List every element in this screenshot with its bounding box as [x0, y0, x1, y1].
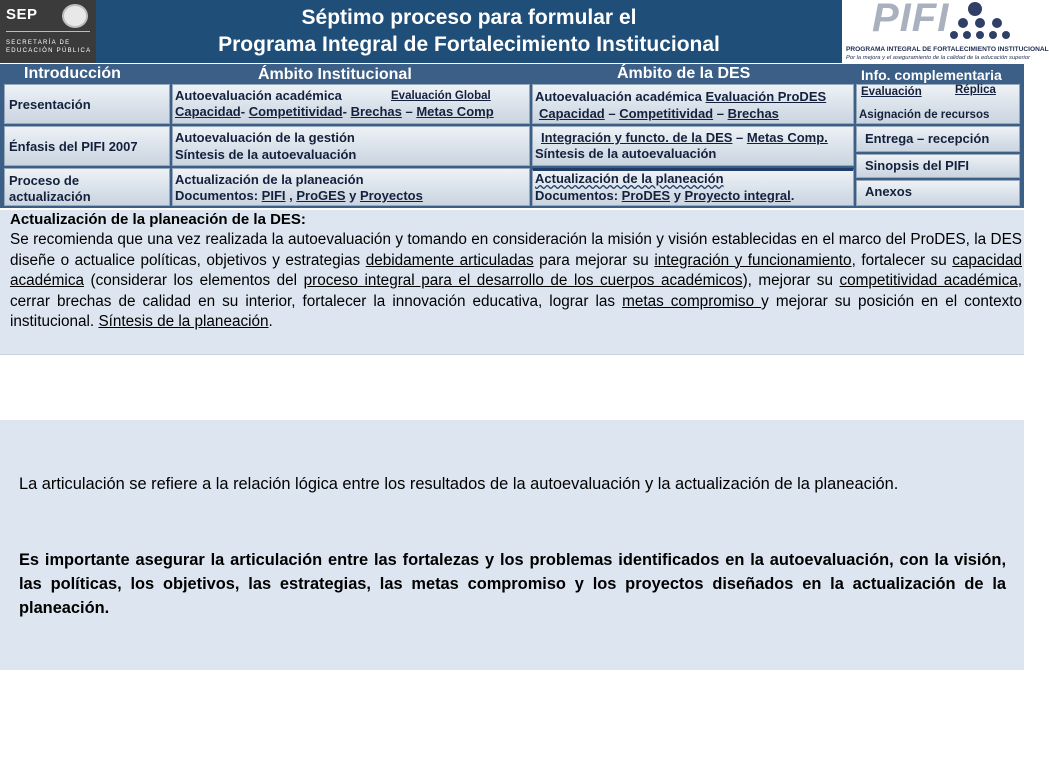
link-metas-compromiso[interactable]: Metas Comp	[416, 104, 494, 119]
nav-cell	[4, 84, 170, 124]
logo-dot-icon	[1002, 31, 1010, 39]
separator: y	[345, 188, 360, 203]
logo-dot-icon	[975, 18, 985, 28]
separator: –	[401, 104, 417, 119]
page-title-line1: Séptimo proceso para formular el	[301, 6, 637, 29]
pifi-logo	[844, 0, 1049, 63]
note-paragraph-emphasis: Es importante asegurar la articulación entre las fortalezas y los problemas identificados en la autoevaluación, con la visión, las políticas, los objetivos, las estrategias, las metas compromiso y los proyectos diseñados en la actualización de la planeación.	[19, 551, 1006, 617]
pifi-tagline: Por la mejora y el aseguramiento de la calidad de la educación superior	[846, 55, 1030, 61]
separator: ,	[285, 188, 297, 203]
des-capacidad-row	[539, 106, 779, 121]
link-brechas[interactable]: Brechas	[350, 104, 402, 119]
inst-documentos-row	[175, 188, 423, 203]
nav-cell	[856, 84, 1020, 124]
inst-capacidad-row	[175, 104, 494, 119]
link-capacidad[interactable]: Capacidad	[175, 104, 241, 119]
link-competitividad-academica[interactable]: competitividad académica	[839, 272, 1018, 290]
nav-cell[interactable]	[4, 168, 170, 206]
link-capacidad-academica[interactable]: capacidad académica	[10, 251, 1023, 290]
link-replica[interactable]: Réplica	[955, 84, 996, 96]
link-debidamente-articuladas[interactable]: debidamente articuladas	[365, 251, 534, 269]
nav-cell	[4, 126, 170, 166]
body-text: ), mejorar su	[742, 272, 840, 290]
link-anexos[interactable]: Anexos	[865, 184, 912, 199]
link-autoevaluacion-gestion[interactable]: Autoevaluación de la gestión	[175, 130, 355, 145]
nav-cell	[856, 180, 1020, 206]
link-actualizacion-planeacion-des[interactable]: Actualización de la planeación	[535, 171, 724, 186]
link-proceso-actualizacion[interactable]: actualización	[9, 189, 91, 204]
column-header-ambito-institucional: Ámbito Institucional	[258, 66, 412, 83]
navigation-grid	[0, 64, 1024, 208]
pifi-caption: PROGRAMA INTEGRAL DE FORTALECIMIENTO INSTITUCIONAL	[846, 46, 1049, 53]
nav-cell-selected	[532, 168, 854, 206]
link-evaluacion-prodes[interactable]: Evaluación ProDES	[705, 89, 827, 104]
nav-cell	[856, 126, 1020, 152]
sep-subtitle: EDUCACIÓN PÚBLICA	[6, 48, 92, 54]
logo-dot-icon	[958, 18, 968, 28]
link-evaluacion-global[interactable]: Evaluación Global	[391, 90, 491, 102]
label-autoevaluacion-academica: Autoevaluación académica	[175, 88, 342, 103]
logo-dot-icon	[968, 2, 982, 16]
nav-cell	[532, 84, 854, 124]
link-integracion-funcionamiento[interactable]: Integración y functo. de la DES	[541, 130, 733, 145]
link-proges[interactable]: ProGES	[296, 188, 346, 203]
detail-text	[10, 230, 1022, 333]
link-competitividad-des[interactable]: Competitividad	[619, 106, 714, 121]
column-header-info: Info. complementaria	[861, 67, 1002, 83]
documentos-label: Documentos:	[535, 188, 622, 203]
link-integracion-funcionamiento[interactable]: integración y funcionamiento	[654, 251, 852, 269]
link-proyectos[interactable]: Proyectos	[359, 188, 423, 203]
link-capacidad-des[interactable]: Capacidad	[539, 106, 605, 121]
body-text: para mejorar su	[533, 251, 655, 269]
link-metas-comp-des[interactable]: Metas Comp.	[746, 130, 828, 145]
link-pifi[interactable]: PIFI	[261, 188, 286, 203]
separator: -	[240, 104, 249, 119]
link-proceso-integral[interactable]: proceso integral para el desarrollo de los cuerpos académicos	[303, 272, 743, 290]
link-enfasis-pifi[interactable]: Énfasis del PIFI 2007	[9, 139, 138, 154]
link-asignacion-recursos[interactable]: Asignación de recursos	[859, 109, 990, 121]
divider	[6, 31, 90, 32]
detail-panel	[0, 210, 1024, 355]
separator: –	[604, 106, 620, 121]
logo-dot-icon	[976, 31, 984, 39]
sep-logo	[0, 0, 96, 63]
link-prodes[interactable]: ProDES	[621, 188, 671, 203]
link-sintesis-autoevaluacion[interactable]: Síntesis de la autoevaluación	[175, 147, 357, 162]
link-metas-compromiso[interactable]: metas compromiso	[622, 292, 762, 310]
link-competitividad[interactable]: Competitividad	[248, 104, 343, 119]
body-text: , fortalecer su	[851, 251, 953, 269]
pifi-logo-text: PIFI	[872, 0, 950, 40]
body-text: (considerar los elementos del	[83, 272, 304, 290]
des-documentos-row	[535, 188, 794, 203]
nav-cell	[532, 126, 854, 166]
separator: y	[670, 188, 685, 203]
column-header-intro: Introducción	[24, 65, 121, 82]
page-title-line2: Programa Integral de Fortalecimiento Institucional	[218, 33, 720, 56]
link-actualizacion-planeacion[interactable]: Actualización de la planeación	[175, 172, 364, 187]
nav-cell	[856, 154, 1020, 178]
body-text: , cerrar brechas de calidad en su interior, fortalecer la innovación educativa, lograr las	[10, 272, 1022, 310]
sep-subtitle: SECRETARÍA DE	[6, 40, 71, 46]
note-panel	[0, 420, 1024, 670]
link-entrega-recepcion[interactable]: Entrega – recepción	[865, 131, 990, 146]
title-bar	[96, 0, 842, 63]
des-autoeval-row	[535, 89, 826, 104]
column-header-ambito-des: Ámbito de la DES	[617, 65, 751, 82]
label-autoevaluacion-academica-des: Autoevaluación académica	[535, 89, 706, 104]
logo-dot-icon	[963, 31, 971, 39]
coat-of-arms-icon	[62, 4, 88, 28]
separator: .	[790, 188, 795, 203]
logo-dot-icon	[950, 31, 958, 39]
link-sinopsis-pifi[interactable]: Sinopsis del PIFI	[865, 158, 970, 173]
body-text: Se recomienda que una vez realizada la autoevaluación y tomando en consideración la misión y visión establecidas en el marco del ProDES, la DES diseñe o actualice políticas, objetivos y estrategias	[10, 231, 1022, 269]
header	[0, 0, 1049, 64]
link-brechas-des[interactable]: Brechas	[727, 106, 779, 121]
separator: –	[713, 106, 728, 121]
des-integracion-row	[541, 130, 828, 145]
link-sintesis-planeacion[interactable]: Síntesis de la planeación	[98, 313, 269, 331]
documentos-label: Documentos:	[175, 188, 262, 203]
note-paragraph: La articulación se refiere a la relación lógica entre los resultados de la autoevaluación y la actualización de la planeación.	[19, 475, 899, 493]
link-evaluacion[interactable]: Evaluación	[861, 86, 922, 98]
nav-cell	[172, 126, 530, 166]
link-proyecto-integral[interactable]: Proyecto integral	[684, 188, 791, 203]
nav-cell	[172, 168, 530, 206]
body-text: y mejorar su posición en el contexto institucional.	[10, 292, 1022, 331]
separator: -	[342, 104, 351, 119]
separator: –	[732, 130, 747, 145]
link-proceso-actualizacion[interactable]: Proceso de	[9, 173, 80, 188]
link-presentacion[interactable]: Presentación	[9, 97, 91, 112]
body-text: .	[268, 313, 273, 331]
section-heading: Actualización de la planeación de la DES:	[10, 211, 306, 228]
logo-dot-icon	[992, 18, 1002, 28]
sep-logo-text: SEP	[6, 6, 38, 23]
nav-cell	[172, 84, 530, 124]
logo-dot-icon	[989, 31, 997, 39]
link-sintesis-autoevaluacion-des[interactable]: Síntesis de la autoevaluación	[535, 146, 717, 161]
